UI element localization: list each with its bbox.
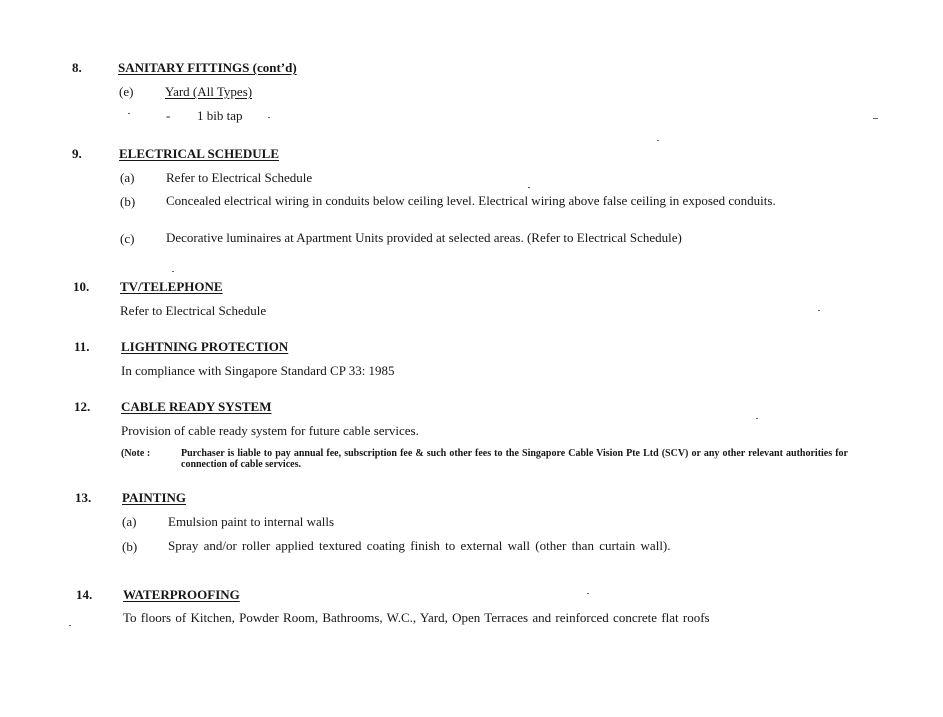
scan-speck [528, 187, 530, 188]
scan-speck [873, 118, 878, 119]
section-number: 12. [74, 399, 91, 414]
note-text: Purchaser is liable to pay annual fee, subscription fee & such other fees to the Singapore Cable Vision Pte Ltd (SCV) or any other relevant authorities for connection of cable services. [181, 448, 848, 470]
scan-speck [587, 593, 589, 594]
item-label: (c) [120, 231, 135, 246]
scan-speck [172, 271, 174, 272]
section-heading: CABLE READY SYSTEM [121, 399, 272, 414]
section-text: Provision of cable ready system for future cable services. [121, 423, 419, 438]
section-text: To floors of Kitchen, Powder Room, Bathrooms, W.C., Yard, Open Terraces and reinforced concrete flat roofs [123, 610, 710, 625]
item-text: Refer to Electrical Schedule [166, 170, 313, 185]
section-number: 14. [76, 587, 93, 602]
list-dash: - [166, 108, 171, 123]
scan-speck [657, 140, 659, 141]
item-text: Concealed electrical wiring in conduits below ceiling level. Electrical wiring above false ceiling in exposed conduits. [166, 193, 776, 208]
scan-speck [268, 117, 270, 118]
scan-speck [128, 113, 130, 114]
item-label: (b) [120, 194, 136, 209]
item-text: Spray and/or roller applied textured coating finish to external wall (other than curtain wall). [168, 538, 671, 553]
section-number: 8. [72, 60, 82, 75]
item-text: Emulsion paint to internal walls [168, 514, 335, 529]
section-text: Refer to Electrical Schedule [120, 303, 267, 318]
section-heading: PAINTING [122, 490, 187, 505]
section-number: 10. [73, 279, 90, 294]
section-heading: WATERPROOFING [123, 587, 240, 602]
item-text: 1 bib tap [197, 108, 243, 123]
item-label: (b) [122, 539, 138, 554]
section-number: 13. [75, 490, 92, 505]
item-subheading: Yard (All Types) [165, 84, 253, 99]
item-label: (e) [119, 84, 134, 99]
section-number: 9. [72, 146, 82, 161]
item-label: (a) [120, 170, 135, 185]
note-label: (Note : [121, 448, 151, 459]
section-text: In compliance with Singapore Standard CP 33: 1985 [121, 363, 395, 378]
section-number: 11. [74, 339, 90, 354]
section-heading: SANITARY FITTINGS (cont’d) [118, 60, 297, 75]
scan-speck [69, 625, 71, 626]
section-heading: ELECTRICAL SCHEDULE [119, 146, 280, 161]
item-label: (a) [122, 514, 137, 529]
section-heading: LIGHTNING PROTECTION [121, 339, 289, 354]
scan-speck [756, 418, 758, 419]
scan-speck [818, 310, 820, 311]
section-heading: TV/TELEPHONE [120, 279, 223, 294]
item-text: Decorative luminaires at Apartment Units provided at selected areas. (Refer to Electrical Schedule) [166, 230, 682, 245]
